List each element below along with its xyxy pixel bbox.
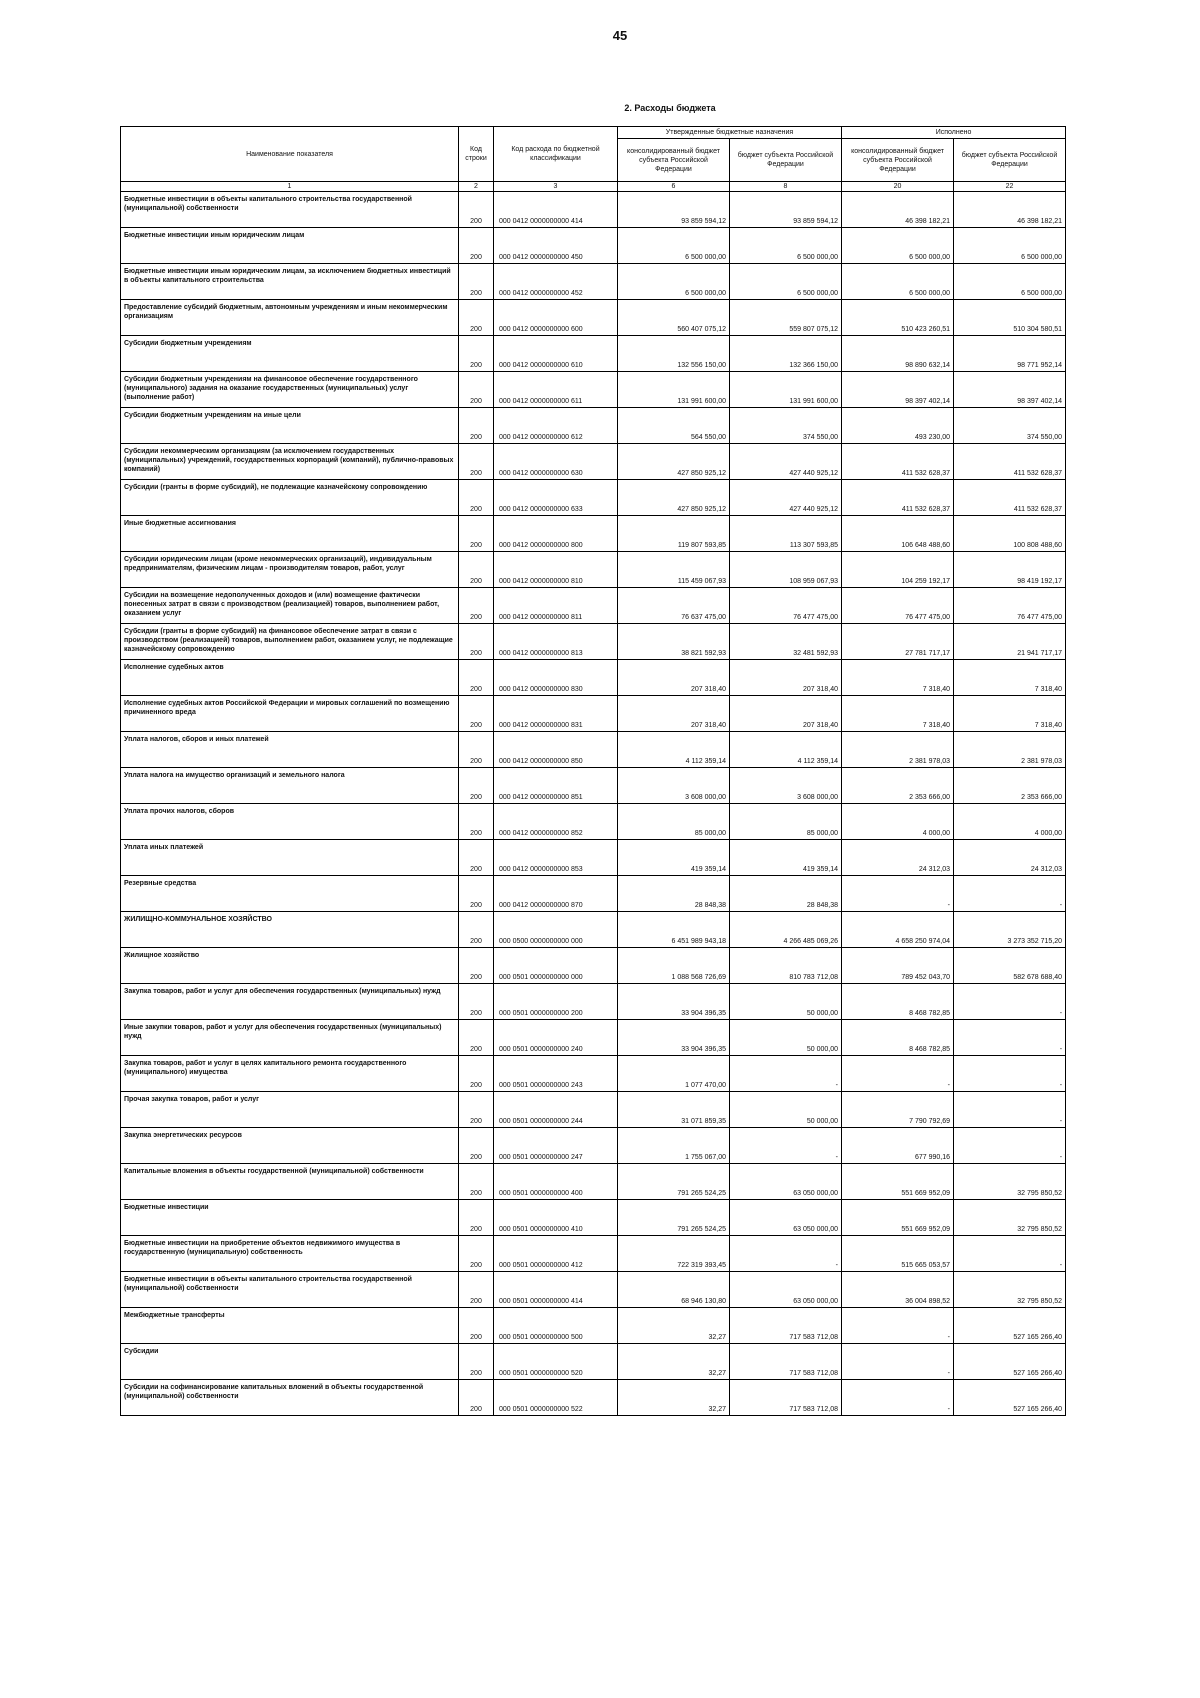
row-name: Бюджетные инвестиции на приобретение объектов недвижимого имущества в государственную (муниципальную) собственность bbox=[121, 1236, 459, 1272]
approved-consolidated-value: 427 850 925,12 bbox=[618, 444, 730, 480]
row-line-code: 200 bbox=[459, 1344, 494, 1380]
executed-consolidated-value: 36 004 898,52 bbox=[842, 1272, 954, 1308]
row-class-code: 000 0412 0000000000 612 bbox=[494, 408, 618, 444]
approved-consolidated-value: 564 550,00 bbox=[618, 408, 730, 444]
approved-subject-value: 717 583 712,08 bbox=[730, 1380, 842, 1416]
approved-consolidated-value: 4 112 359,14 bbox=[618, 732, 730, 768]
row-class-code: 000 0501 0000000000 520 bbox=[494, 1344, 618, 1380]
row-line-code: 200 bbox=[459, 408, 494, 444]
approved-subject-value: 717 583 712,08 bbox=[730, 1344, 842, 1380]
table-row bbox=[121, 372, 1066, 408]
executed-subject-value: - bbox=[954, 1056, 1066, 1092]
row-name: Субсидии bbox=[121, 1344, 459, 1380]
row-name: Исполнение судебных актов Российской Федерации и мировых соглашений по возмещению причиненного вреда bbox=[121, 696, 459, 732]
row-name: Субсидии (гранты в форме субсидий), не подлежащие казначейскому сопровождению bbox=[121, 480, 459, 516]
executed-consolidated-value: 7 318,40 bbox=[842, 660, 954, 696]
executed-subject-value: 6 500 000,00 bbox=[954, 228, 1066, 264]
approved-consolidated-value: 207 318,40 bbox=[618, 660, 730, 696]
row-class-code: 000 0501 0000000000 240 bbox=[494, 1020, 618, 1056]
row-class-code: 000 0412 0000000000 810 bbox=[494, 552, 618, 588]
col-number: 3 bbox=[494, 182, 618, 192]
row-class-code: 000 0501 0000000000 414 bbox=[494, 1272, 618, 1308]
approved-subject-value: - bbox=[730, 1236, 842, 1272]
table-row bbox=[121, 1344, 1066, 1380]
row-class-code: 000 0501 0000000000 500 bbox=[494, 1308, 618, 1344]
approved-subject-value: 132 366 150,00 bbox=[730, 336, 842, 372]
table-row bbox=[121, 444, 1066, 480]
table-row bbox=[121, 300, 1066, 336]
col-number: 6 bbox=[618, 182, 730, 192]
approved-subject-value: 4 266 485 069,26 bbox=[730, 912, 842, 948]
executed-consolidated-value: 2 353 666,00 bbox=[842, 768, 954, 804]
row-name: Бюджетные инвестиции иным юридическим лицам, за исключением бюджетных инвестиций в объекты капитального строительства bbox=[121, 264, 459, 300]
executed-subject-value: 24 312,03 bbox=[954, 840, 1066, 876]
row-name: Уплата налога на имущество организаций и земельного налога bbox=[121, 768, 459, 804]
header-group-executed: Исполнено bbox=[842, 127, 1066, 139]
approved-subject-value: 63 050 000,00 bbox=[730, 1200, 842, 1236]
approved-subject-value: 419 359,14 bbox=[730, 840, 842, 876]
approved-consolidated-value: 76 637 475,00 bbox=[618, 588, 730, 624]
executed-consolidated-value: 76 477 475,00 bbox=[842, 588, 954, 624]
approved-consolidated-value: 31 071 859,35 bbox=[618, 1092, 730, 1128]
executed-consolidated-value: 27 781 717,17 bbox=[842, 624, 954, 660]
row-line-code: 200 bbox=[459, 768, 494, 804]
executed-subject-value: 2 381 978,03 bbox=[954, 732, 1066, 768]
row-class-code: 000 0501 0000000000 000 bbox=[494, 948, 618, 984]
row-line-code: 200 bbox=[459, 1380, 494, 1416]
approved-consolidated-value: 32,27 bbox=[618, 1380, 730, 1416]
table-row bbox=[121, 1092, 1066, 1128]
executed-consolidated-value: 411 532 628,37 bbox=[842, 444, 954, 480]
executed-consolidated-value: - bbox=[842, 1344, 954, 1380]
executed-consolidated-value: 98 397 402,14 bbox=[842, 372, 954, 408]
table-row bbox=[121, 912, 1066, 948]
approved-consolidated-value: 115 459 067,93 bbox=[618, 552, 730, 588]
executed-subject-value: 32 795 850,52 bbox=[954, 1272, 1066, 1308]
table-row bbox=[121, 1308, 1066, 1344]
approved-subject-value: 6 500 000,00 bbox=[730, 228, 842, 264]
col-number: 1 bbox=[121, 182, 459, 192]
approved-subject-value: 4 112 359,14 bbox=[730, 732, 842, 768]
approved-consolidated-value: 6 451 989 943,18 bbox=[618, 912, 730, 948]
row-name: Субсидии бюджетным учреждениям bbox=[121, 336, 459, 372]
table-row bbox=[121, 876, 1066, 912]
approved-consolidated-value: 1 755 067,00 bbox=[618, 1128, 730, 1164]
row-line-code: 200 bbox=[459, 1092, 494, 1128]
table-row bbox=[121, 1200, 1066, 1236]
row-line-code: 200 bbox=[459, 660, 494, 696]
executed-consolidated-value: 677 990,16 bbox=[842, 1128, 954, 1164]
row-class-code: 000 0412 0000000000 633 bbox=[494, 480, 618, 516]
table-body bbox=[121, 192, 1066, 1416]
table-row bbox=[121, 840, 1066, 876]
row-class-code: 000 0412 0000000000 850 bbox=[494, 732, 618, 768]
executed-subject-value: 7 318,40 bbox=[954, 660, 1066, 696]
row-name: Субсидии (гранты в форме субсидий) на финансовое обеспечение затрат в связи с производством (реализацией) товаров, выполнением работ, оказанием услуг, не подлежащие казначейскому сопровождению bbox=[121, 624, 459, 660]
row-name: Уплата прочих налогов, сборов bbox=[121, 804, 459, 840]
approved-consolidated-value: 6 500 000,00 bbox=[618, 228, 730, 264]
table-row bbox=[121, 1164, 1066, 1200]
row-line-code: 200 bbox=[459, 624, 494, 660]
executed-subject-value: 510 304 580,51 bbox=[954, 300, 1066, 336]
approved-subject-value: 113 307 593,85 bbox=[730, 516, 842, 552]
row-class-code: 000 0412 0000000000 853 bbox=[494, 840, 618, 876]
row-line-code: 200 bbox=[459, 948, 494, 984]
table-row bbox=[121, 516, 1066, 552]
row-line-code: 200 bbox=[459, 192, 494, 228]
row-line-code: 200 bbox=[459, 732, 494, 768]
approved-consolidated-value: 32,27 bbox=[618, 1344, 730, 1380]
row-name: Уплата налогов, сборов и иных платежей bbox=[121, 732, 459, 768]
row-class-code: 000 0412 0000000000 630 bbox=[494, 444, 618, 480]
row-line-code: 200 bbox=[459, 984, 494, 1020]
table-row bbox=[121, 768, 1066, 804]
row-class-code: 000 0412 0000000000 870 bbox=[494, 876, 618, 912]
row-line-code: 200 bbox=[459, 840, 494, 876]
executed-subject-value: - bbox=[954, 876, 1066, 912]
table-row bbox=[121, 732, 1066, 768]
row-line-code: 200 bbox=[459, 336, 494, 372]
row-line-code: 200 bbox=[459, 1056, 494, 1092]
approved-subject-value: 93 859 594,12 bbox=[730, 192, 842, 228]
executed-consolidated-value: 510 423 260,51 bbox=[842, 300, 954, 336]
executed-consolidated-value: 4 658 250 974,04 bbox=[842, 912, 954, 948]
executed-subject-value: - bbox=[954, 1092, 1066, 1128]
executed-subject-value: 7 318,40 bbox=[954, 696, 1066, 732]
row-line-code: 200 bbox=[459, 372, 494, 408]
executed-consolidated-value: 7 318,40 bbox=[842, 696, 954, 732]
executed-consolidated-value: - bbox=[842, 1056, 954, 1092]
page-number: 45 bbox=[612, 28, 628, 43]
row-name: Капитальные вложения в объекты государственной (муниципальной) собственности bbox=[121, 1164, 459, 1200]
executed-subject-value: 527 165 266,40 bbox=[954, 1380, 1066, 1416]
row-line-code: 200 bbox=[459, 1020, 494, 1056]
executed-subject-value: 32 795 850,52 bbox=[954, 1164, 1066, 1200]
executed-subject-value: 374 550,00 bbox=[954, 408, 1066, 444]
executed-consolidated-value: 7 790 792,69 bbox=[842, 1092, 954, 1128]
executed-subject-value: - bbox=[954, 1128, 1066, 1164]
approved-subject-value: 717 583 712,08 bbox=[730, 1308, 842, 1344]
row-class-code: 000 0412 0000000000 831 bbox=[494, 696, 618, 732]
approved-consolidated-value: 132 556 150,00 bbox=[618, 336, 730, 372]
table-header bbox=[121, 127, 1066, 192]
approved-subject-value: 50 000,00 bbox=[730, 984, 842, 1020]
col-number: 20 bbox=[842, 182, 954, 192]
executed-consolidated-value: 6 500 000,00 bbox=[842, 228, 954, 264]
table-row bbox=[121, 228, 1066, 264]
executed-subject-value: 527 165 266,40 bbox=[954, 1308, 1066, 1344]
approved-consolidated-value: 68 946 130,80 bbox=[618, 1272, 730, 1308]
approved-consolidated-value: 6 500 000,00 bbox=[618, 264, 730, 300]
row-line-code: 200 bbox=[459, 876, 494, 912]
approved-consolidated-value: 32,27 bbox=[618, 1308, 730, 1344]
row-line-code: 200 bbox=[459, 1308, 494, 1344]
approved-consolidated-value: 85 000,00 bbox=[618, 804, 730, 840]
row-name: Закупка товаров, работ и услуг в целях капитального ремонта государственного (муниципального) имущества bbox=[121, 1056, 459, 1092]
row-line-code: 200 bbox=[459, 300, 494, 336]
executed-consolidated-value: 411 532 628,37 bbox=[842, 480, 954, 516]
row-class-code: 000 0501 0000000000 200 bbox=[494, 984, 618, 1020]
approved-subject-value: 427 440 925,12 bbox=[730, 444, 842, 480]
table-row bbox=[121, 948, 1066, 984]
row-line-code: 200 bbox=[459, 588, 494, 624]
approved-subject-value: 3 608 000,00 bbox=[730, 768, 842, 804]
approved-subject-value: 810 783 712,08 bbox=[730, 948, 842, 984]
row-class-code: 000 0412 0000000000 852 bbox=[494, 804, 618, 840]
col-number: 22 bbox=[954, 182, 1066, 192]
row-name: Жилищное хозяйство bbox=[121, 948, 459, 984]
executed-subject-value: 32 795 850,52 bbox=[954, 1200, 1066, 1236]
approved-consolidated-value: 119 807 593,85 bbox=[618, 516, 730, 552]
executed-consolidated-value: 551 669 952,09 bbox=[842, 1164, 954, 1200]
col-number: 2 bbox=[459, 182, 494, 192]
approved-subject-value: 108 959 067,93 bbox=[730, 552, 842, 588]
row-class-code: 000 0501 0000000000 243 bbox=[494, 1056, 618, 1092]
approved-subject-value: 131 991 600,00 bbox=[730, 372, 842, 408]
row-line-code: 200 bbox=[459, 480, 494, 516]
row-name: Исполнение судебных актов bbox=[121, 660, 459, 696]
header-name: Наименование показателя bbox=[121, 127, 459, 182]
approved-subject-value: 207 318,40 bbox=[730, 660, 842, 696]
row-name: Прочая закупка товаров, работ и услуг bbox=[121, 1092, 459, 1128]
approved-subject-value: 50 000,00 bbox=[730, 1020, 842, 1056]
executed-consolidated-value: 24 312,03 bbox=[842, 840, 954, 876]
row-line-code: 200 bbox=[459, 516, 494, 552]
executed-consolidated-value: 104 259 192,17 bbox=[842, 552, 954, 588]
row-name: Закупка энергетических ресурсов bbox=[121, 1128, 459, 1164]
executed-subject-value: - bbox=[954, 984, 1066, 1020]
executed-consolidated-value: 4 000,00 bbox=[842, 804, 954, 840]
row-name: Закупка товаров, работ и услуг для обеспечения государственных (муниципальных) нужд bbox=[121, 984, 459, 1020]
approved-consolidated-value: 38 821 592,93 bbox=[618, 624, 730, 660]
row-class-code: 000 0501 0000000000 412 bbox=[494, 1236, 618, 1272]
executed-subject-value: 411 532 628,37 bbox=[954, 444, 1066, 480]
executed-consolidated-value: 46 398 182,21 bbox=[842, 192, 954, 228]
table-row bbox=[121, 696, 1066, 732]
row-line-code: 200 bbox=[459, 1128, 494, 1164]
approved-consolidated-value: 560 407 075,12 bbox=[618, 300, 730, 336]
approved-consolidated-value: 419 359,14 bbox=[618, 840, 730, 876]
executed-subject-value: 582 678 688,40 bbox=[954, 948, 1066, 984]
row-line-code: 200 bbox=[459, 912, 494, 948]
approved-subject-value: 76 477 475,00 bbox=[730, 588, 842, 624]
approved-subject-value: 63 050 000,00 bbox=[730, 1272, 842, 1308]
header-class-code: Код расхода по бюджетной классификации bbox=[494, 127, 618, 182]
approved-consolidated-value: 1 088 568 726,69 bbox=[618, 948, 730, 984]
row-class-code: 000 0501 0000000000 410 bbox=[494, 1200, 618, 1236]
table-row bbox=[121, 804, 1066, 840]
executed-consolidated-value: 106 648 488,60 bbox=[842, 516, 954, 552]
executed-subject-value: 411 532 628,37 bbox=[954, 480, 1066, 516]
row-name: Резервные средства bbox=[121, 876, 459, 912]
approved-subject-value: 427 440 925,12 bbox=[730, 480, 842, 516]
table-row bbox=[121, 552, 1066, 588]
approved-consolidated-value: 722 319 393,45 bbox=[618, 1236, 730, 1272]
executed-subject-value: 46 398 182,21 bbox=[954, 192, 1066, 228]
row-name: Бюджетные инвестиции в объекты капитального строительства государственной (муниципальной) собственности bbox=[121, 1272, 459, 1308]
row-class-code: 000 0412 0000000000 813 bbox=[494, 624, 618, 660]
executed-subject-value: - bbox=[954, 1020, 1066, 1056]
approved-subject-value: 85 000,00 bbox=[730, 804, 842, 840]
executed-consolidated-value: - bbox=[842, 876, 954, 912]
executed-consolidated-value: - bbox=[842, 1380, 954, 1416]
table-row bbox=[121, 192, 1066, 228]
table-row bbox=[121, 1128, 1066, 1164]
executed-subject-value: 21 941 717,17 bbox=[954, 624, 1066, 660]
executed-consolidated-value: 493 230,00 bbox=[842, 408, 954, 444]
table-row bbox=[121, 984, 1066, 1020]
col-number: 8 bbox=[730, 182, 842, 192]
row-class-code: 000 0412 0000000000 600 bbox=[494, 300, 618, 336]
row-name: Субсидии бюджетным учреждениям на финансовое обеспечение государственного (муниципального) задания на оказание государственных (муниципальных) услуг (выполнение работ) bbox=[121, 372, 459, 408]
executed-consolidated-value: 515 665 053,57 bbox=[842, 1236, 954, 1272]
row-line-code: 200 bbox=[459, 1200, 494, 1236]
executed-consolidated-value: 6 500 000,00 bbox=[842, 264, 954, 300]
row-class-code: 000 0412 0000000000 611 bbox=[494, 372, 618, 408]
table-row bbox=[121, 480, 1066, 516]
executed-consolidated-value: 2 381 978,03 bbox=[842, 732, 954, 768]
row-name: Предоставление субсидий бюджетным, автономным учреждениям и иным некоммерческим организациям bbox=[121, 300, 459, 336]
table-row bbox=[121, 588, 1066, 624]
approved-subject-value: 207 318,40 bbox=[730, 696, 842, 732]
approved-consolidated-value: 427 850 925,12 bbox=[618, 480, 730, 516]
row-class-code: 000 0412 0000000000 851 bbox=[494, 768, 618, 804]
header-group-approved: Утвержденные бюджетные назначения bbox=[618, 127, 842, 139]
executed-subject-value: 76 477 475,00 bbox=[954, 588, 1066, 624]
approved-consolidated-value: 28 848,38 bbox=[618, 876, 730, 912]
executed-consolidated-value: 789 452 043,70 bbox=[842, 948, 954, 984]
approved-subject-value: - bbox=[730, 1128, 842, 1164]
row-name: Иные закупки товаров, работ и услуг для обеспечения государственных (муниципальных) нужд bbox=[121, 1020, 459, 1056]
approved-subject-value: 50 000,00 bbox=[730, 1092, 842, 1128]
table-row bbox=[121, 408, 1066, 444]
row-name: Субсидии на софинансирование капитальных вложений в объекты государственной (муниципальной) собственности bbox=[121, 1380, 459, 1416]
header-executed-subject: бюджет субъекта Российской Федерации bbox=[954, 139, 1066, 182]
executed-subject-value: 98 419 192,17 bbox=[954, 552, 1066, 588]
row-name: Бюджетные инвестиции в объекты капитального строительства государственной (муниципальной) собственности bbox=[121, 192, 459, 228]
row-line-code: 200 bbox=[459, 264, 494, 300]
approved-subject-value: - bbox=[730, 1056, 842, 1092]
executed-subject-value: 3 273 352 715,20 bbox=[954, 912, 1066, 948]
table-row bbox=[121, 1056, 1066, 1092]
row-name: Субсидии на возмещение недополученных доходов и (или) возмещение фактически понесенных затрат в связи с производством (реализацией) товаров, выполнением работ, оказанием услуг bbox=[121, 588, 459, 624]
approved-subject-value: 559 807 075,12 bbox=[730, 300, 842, 336]
row-name: Субсидии юридическим лицам (кроме некоммерческих организаций), индивидуальным предпринимателям, физическим лицам - производителям товаров, работ, услуг bbox=[121, 552, 459, 588]
row-class-code: 000 0412 0000000000 414 bbox=[494, 192, 618, 228]
row-line-code: 200 bbox=[459, 228, 494, 264]
row-name: Бюджетные инвестиции иным юридическим лицам bbox=[121, 228, 459, 264]
approved-subject-value: 28 848,38 bbox=[730, 876, 842, 912]
row-class-code: 000 0501 0000000000 522 bbox=[494, 1380, 618, 1416]
approved-consolidated-value: 207 318,40 bbox=[618, 696, 730, 732]
approved-consolidated-value: 93 859 594,12 bbox=[618, 192, 730, 228]
table-row bbox=[121, 1236, 1066, 1272]
executed-consolidated-value: 98 890 632,14 bbox=[842, 336, 954, 372]
executed-subject-value: 527 165 266,40 bbox=[954, 1344, 1066, 1380]
executed-subject-value: 100 808 488,60 bbox=[954, 516, 1066, 552]
row-name: Бюджетные инвестиции bbox=[121, 1200, 459, 1236]
approved-consolidated-value: 33 904 396,35 bbox=[618, 984, 730, 1020]
approved-consolidated-value: 791 265 524,25 bbox=[618, 1200, 730, 1236]
executed-subject-value: 2 353 666,00 bbox=[954, 768, 1066, 804]
table-row bbox=[121, 1380, 1066, 1416]
row-name: Уплата иных платежей bbox=[121, 840, 459, 876]
row-line-code: 200 bbox=[459, 552, 494, 588]
table-row bbox=[121, 1272, 1066, 1308]
executed-subject-value: 4 000,00 bbox=[954, 804, 1066, 840]
row-class-code: 000 0501 0000000000 247 bbox=[494, 1128, 618, 1164]
table-row bbox=[121, 660, 1066, 696]
row-name: Субсидии некоммерческим организациям (за исключением государственных (муниципальных) учреждений, государственных корпораций (компаний), публично-правовых компаний) bbox=[121, 444, 459, 480]
approved-consolidated-value: 3 608 000,00 bbox=[618, 768, 730, 804]
approved-subject-value: 63 050 000,00 bbox=[730, 1164, 842, 1200]
row-line-code: 200 bbox=[459, 444, 494, 480]
table-row bbox=[121, 336, 1066, 372]
row-class-code: 000 0500 0000000000 000 bbox=[494, 912, 618, 948]
row-name: Иные бюджетные ассигнования bbox=[121, 516, 459, 552]
row-class-code: 000 0501 0000000000 244 bbox=[494, 1092, 618, 1128]
approved-consolidated-value: 1 077 470,00 bbox=[618, 1056, 730, 1092]
expenses-table bbox=[120, 126, 1066, 1416]
approved-consolidated-value: 131 991 600,00 bbox=[618, 372, 730, 408]
header-line-code: Код строки bbox=[459, 127, 494, 182]
row-class-code: 000 0412 0000000000 830 bbox=[494, 660, 618, 696]
row-line-code: 200 bbox=[459, 1272, 494, 1308]
approved-subject-value: 32 481 592,93 bbox=[730, 624, 842, 660]
row-name: Межбюджетные трансферты bbox=[121, 1308, 459, 1344]
executed-subject-value: - bbox=[954, 1236, 1066, 1272]
row-class-code: 000 0412 0000000000 800 bbox=[494, 516, 618, 552]
row-name: ЖИЛИЩНО-КОММУНАЛЬНОЕ ХОЗЯЙСТВО bbox=[121, 912, 459, 948]
row-line-code: 200 bbox=[459, 1236, 494, 1272]
row-line-code: 200 bbox=[459, 696, 494, 732]
executed-subject-value: 98 397 402,14 bbox=[954, 372, 1066, 408]
executed-consolidated-value: 8 468 782,85 bbox=[842, 1020, 954, 1056]
approved-subject-value: 6 500 000,00 bbox=[730, 264, 842, 300]
executed-subject-value: 98 771 952,14 bbox=[954, 336, 1066, 372]
executed-subject-value: 6 500 000,00 bbox=[954, 264, 1066, 300]
header-approved-consolidated: консолидированный бюджет субъекта Российской Федерации bbox=[618, 139, 730, 182]
table-row bbox=[121, 624, 1066, 660]
header-approved-subject: бюджет субъекта Российской Федерации bbox=[730, 139, 842, 182]
row-line-code: 200 bbox=[459, 1164, 494, 1200]
executed-consolidated-value: 551 669 952,09 bbox=[842, 1200, 954, 1236]
row-line-code: 200 bbox=[459, 804, 494, 840]
table-row bbox=[121, 1020, 1066, 1056]
row-class-code: 000 0412 0000000000 452 bbox=[494, 264, 618, 300]
row-class-code: 000 0412 0000000000 610 bbox=[494, 336, 618, 372]
row-class-code: 000 0412 0000000000 811 bbox=[494, 588, 618, 624]
table-row bbox=[121, 264, 1066, 300]
approved-consolidated-value: 33 904 396,35 bbox=[618, 1020, 730, 1056]
executed-consolidated-value: - bbox=[842, 1308, 954, 1344]
row-class-code: 000 0501 0000000000 400 bbox=[494, 1164, 618, 1200]
header-executed-consolidated: консолидированный бюджет субъекта Российской Федерации bbox=[842, 139, 954, 182]
executed-consolidated-value: 8 468 782,85 bbox=[842, 984, 954, 1020]
row-name: Субсидии бюджетным учреждениям на иные цели bbox=[121, 408, 459, 444]
section-title: 2. Расходы бюджета bbox=[624, 103, 716, 113]
row-class-code: 000 0412 0000000000 450 bbox=[494, 228, 618, 264]
approved-consolidated-value: 791 265 524,25 bbox=[618, 1164, 730, 1200]
approved-subject-value: 374 550,00 bbox=[730, 408, 842, 444]
expenses-table-container bbox=[120, 126, 1065, 1416]
